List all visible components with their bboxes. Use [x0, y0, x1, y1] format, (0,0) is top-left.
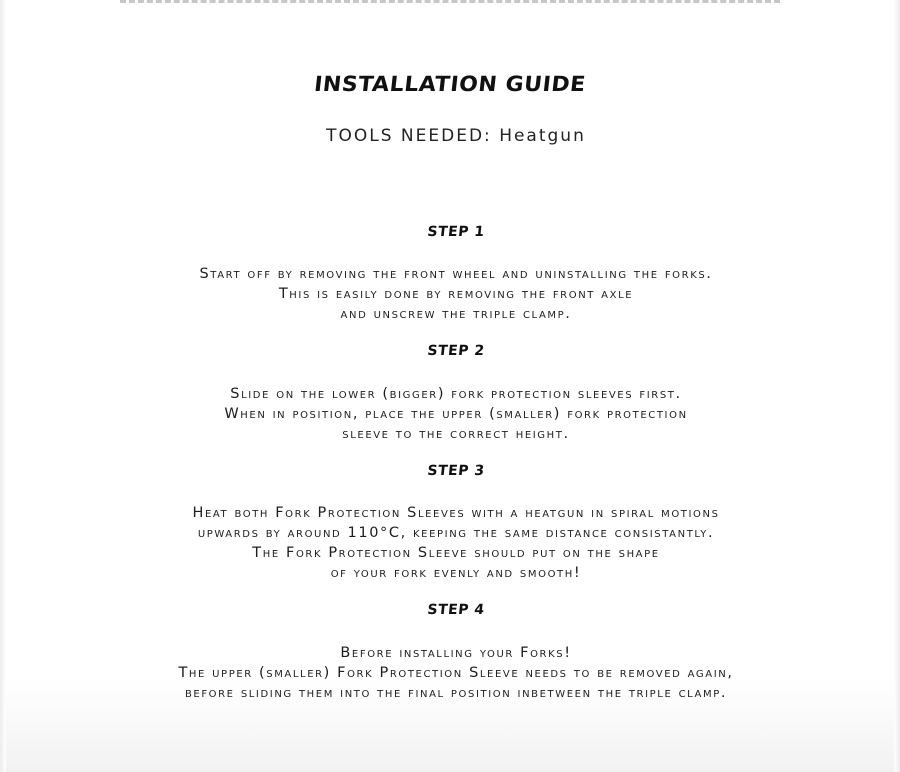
- step-2-heading: STEP 2: [426, 343, 486, 359]
- cropped-top-text: [120, 0, 780, 7]
- step-3-line-3: The Fork Protection Sleeve should put on the shape: [252, 545, 660, 561]
- step-3-text: [0, 503, 900, 583]
- step-3-line-4: of your fork evenly and smooth!: [330, 565, 582, 581]
- step-2-line-1: Slide on the lower (bigger) fork protection sleeves first.: [230, 386, 682, 402]
- step-4-heading: STEP 4: [426, 602, 486, 618]
- step-4-text: [0, 643, 900, 703]
- step-2-line-3: sleeve to the correct height.: [342, 426, 570, 442]
- step-3-heading: STEP 3: [426, 463, 486, 479]
- step-1-text: [0, 264, 900, 324]
- step-1-line-3: and unscrew the triple clamp.: [340, 306, 572, 322]
- step-4-line-3: before sliding them into the final position inbetween the triple clamp.: [184, 685, 728, 701]
- step-2-line-2: When in position, place the upper (smaller) fork protection: [224, 406, 688, 422]
- step-3-line-2: upwards by around 110°C, keeping the same distance consistantly.: [197, 525, 715, 541]
- step-4-line-1: Before installing your Forks!: [340, 645, 572, 661]
- page-title: INSTALLATION GUIDE: [312, 72, 588, 96]
- step-1-heading: STEP 1: [426, 224, 486, 240]
- step-2-text: [0, 384, 900, 444]
- step-1-line-2: This is easily done by removing the front axle: [278, 286, 634, 302]
- step-3-line-1: Heat both Fork Protection Sleeves with a heatgun in spiral motions: [192, 505, 720, 521]
- tools-needed: TOOLS NEEDED: Heatgun: [326, 126, 586, 146]
- step-4-line-2: The upper (smaller) Fork Protection Sleeve needs to be removed again,: [178, 665, 734, 681]
- step-1-line-1: Start off by removing the front wheel and uninstalling the forks.: [199, 266, 713, 282]
